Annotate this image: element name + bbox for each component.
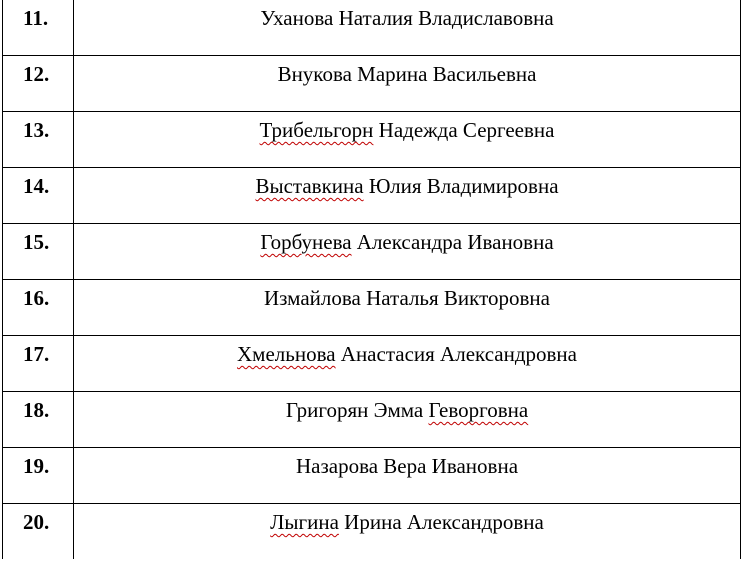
person-name-cell <box>74 504 741 560</box>
person-name-cell <box>74 168 741 224</box>
row-number: 14. <box>23 174 50 198</box>
person-name[interactable]: Выставкина Юлия Владимировна <box>255 174 559 198</box>
row-number-cell <box>3 504 74 560</box>
person-name[interactable]: Внукова Марина Васильевна <box>277 62 537 86</box>
table-row <box>3 392 741 448</box>
row-number: 17. <box>23 342 50 366</box>
spellcheck-flagged-word[interactable]: Геворговна <box>428 398 529 422</box>
person-name-cell <box>74 56 741 112</box>
person-name-cell <box>74 0 741 56</box>
table-row <box>3 112 741 168</box>
table-row <box>3 168 741 224</box>
table-row <box>3 504 741 560</box>
person-name[interactable]: Григорян Эмма Геворговна <box>285 398 529 422</box>
person-name[interactable]: Хмельнова Анастасия Александровна <box>237 342 577 366</box>
person-name-cell <box>74 280 741 336</box>
row-number: 15. <box>23 230 50 254</box>
person-name-cell <box>74 392 741 448</box>
person-name-cell <box>74 336 741 392</box>
table-row <box>3 56 741 112</box>
row-number-cell <box>3 224 74 280</box>
row-number-cell <box>3 448 74 504</box>
row-number-cell <box>3 112 74 168</box>
spellcheck-flagged-word[interactable]: Горбунева <box>260 230 352 254</box>
row-number-cell <box>3 280 74 336</box>
spellcheck-flagged-word[interactable]: Лыгина <box>270 510 339 534</box>
person-name[interactable]: Уханова Наталия Владиславовна <box>260 6 554 30</box>
spellcheck-flagged-word[interactable]: Хмельнова <box>237 342 336 366</box>
person-name[interactable]: Назарова Вера Ивановна <box>295 454 519 478</box>
row-number: 12. <box>23 62 50 86</box>
row-number-cell <box>3 168 74 224</box>
row-number-cell <box>3 0 74 56</box>
table-row <box>3 336 741 392</box>
row-number: 13. <box>23 118 50 142</box>
table-row <box>3 448 741 504</box>
names-table-body <box>3 0 741 559</box>
person-name-cell <box>74 448 741 504</box>
row-number: 20. <box>23 510 50 534</box>
row-number-cell <box>3 56 74 112</box>
person-name[interactable]: Измайлова Наталья Викторовна <box>264 286 550 310</box>
spellcheck-flagged-word[interactable]: Трибельгорн <box>259 118 374 142</box>
row-number-cell <box>3 392 74 448</box>
person-name[interactable]: Лыгина Ирина Александровна <box>270 510 544 534</box>
row-number-cell <box>3 336 74 392</box>
person-name[interactable]: Трибельгорн Надежда Сергеевна <box>259 118 555 142</box>
person-name-cell <box>74 224 741 280</box>
row-number: 16. <box>23 286 50 310</box>
person-name-cell <box>74 112 741 168</box>
row-number: 11. <box>23 6 49 30</box>
row-number: 19. <box>23 454 50 478</box>
person-name[interactable]: Горбунева Александра Ивановна <box>260 230 554 254</box>
table-row <box>3 280 741 336</box>
row-number: 18. <box>23 398 50 422</box>
table-row <box>3 224 741 280</box>
names-table <box>2 0 741 559</box>
table-row <box>3 0 741 56</box>
spellcheck-flagged-word[interactable]: Выставкина <box>255 174 364 198</box>
